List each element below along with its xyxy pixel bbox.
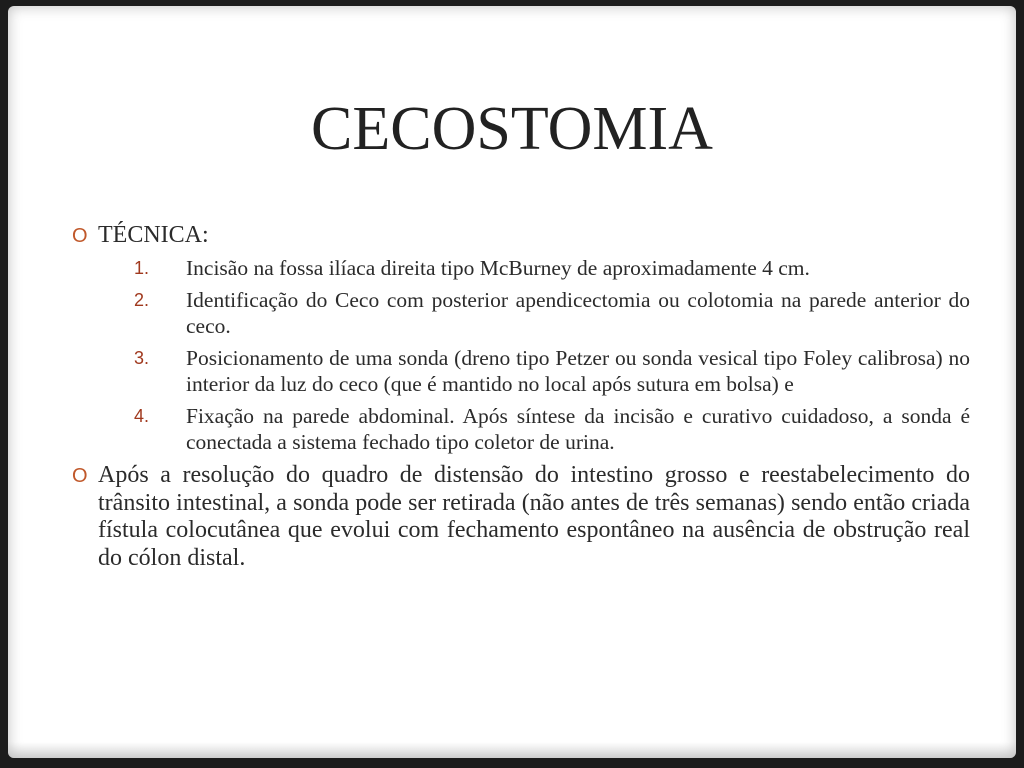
list-item <box>134 403 970 455</box>
step-text: Identificação do Ceco com posterior apendicectomia ou colotomia na parede anterior do ceco. <box>186 288 970 338</box>
page-curl-shadow <box>8 742 1016 758</box>
step-number: 1. <box>134 258 150 278</box>
slide-title: CECOSTOMIA <box>311 95 713 163</box>
bullet-marker-icon: O <box>72 225 88 247</box>
steps-list <box>98 255 970 455</box>
step-text: Incisão na fossa ilíaca direita tipo McBurney de aproximadamente 4 cm. <box>186 256 810 280</box>
slide-body <box>70 222 970 572</box>
list-item <box>134 287 970 339</box>
step-text: Posicionamento de uma sonda (dreno tipo Petzer ou sonda vesical tipo Foley calibrosa) no interior da luz do ceco (que é mantido no local após sutura em bolsa) e <box>186 346 970 396</box>
step-number: 4. <box>134 406 150 426</box>
slide <box>8 6 1016 758</box>
step-number: 3. <box>134 348 150 368</box>
closing-paragraph: Após a resolução do quadro de distensão do intestino grosso e reestabelecimento do trânsito intestinal, a sonda pode ser retirada (não antes de três semanas) sendo então criada fístula colocutânea que evolui com fechamento espontâneo na ausência de obstrução real do cólon distal. <box>98 462 970 571</box>
section-heading: TÉCNICA: <box>98 222 209 248</box>
list-item <box>134 255 970 281</box>
step-number: 2. <box>134 290 150 310</box>
bullet-marker-icon: O <box>72 465 88 487</box>
step-text: Fixação na parede abdominal. Após síntese da incisão e curativo cuidadoso, a sonda é conectada a sistema fechado tipo coletor de urina. <box>186 404 970 454</box>
bullet-closing <box>70 462 970 572</box>
list-item <box>134 345 970 397</box>
bullet-tecnica <box>70 222 970 455</box>
